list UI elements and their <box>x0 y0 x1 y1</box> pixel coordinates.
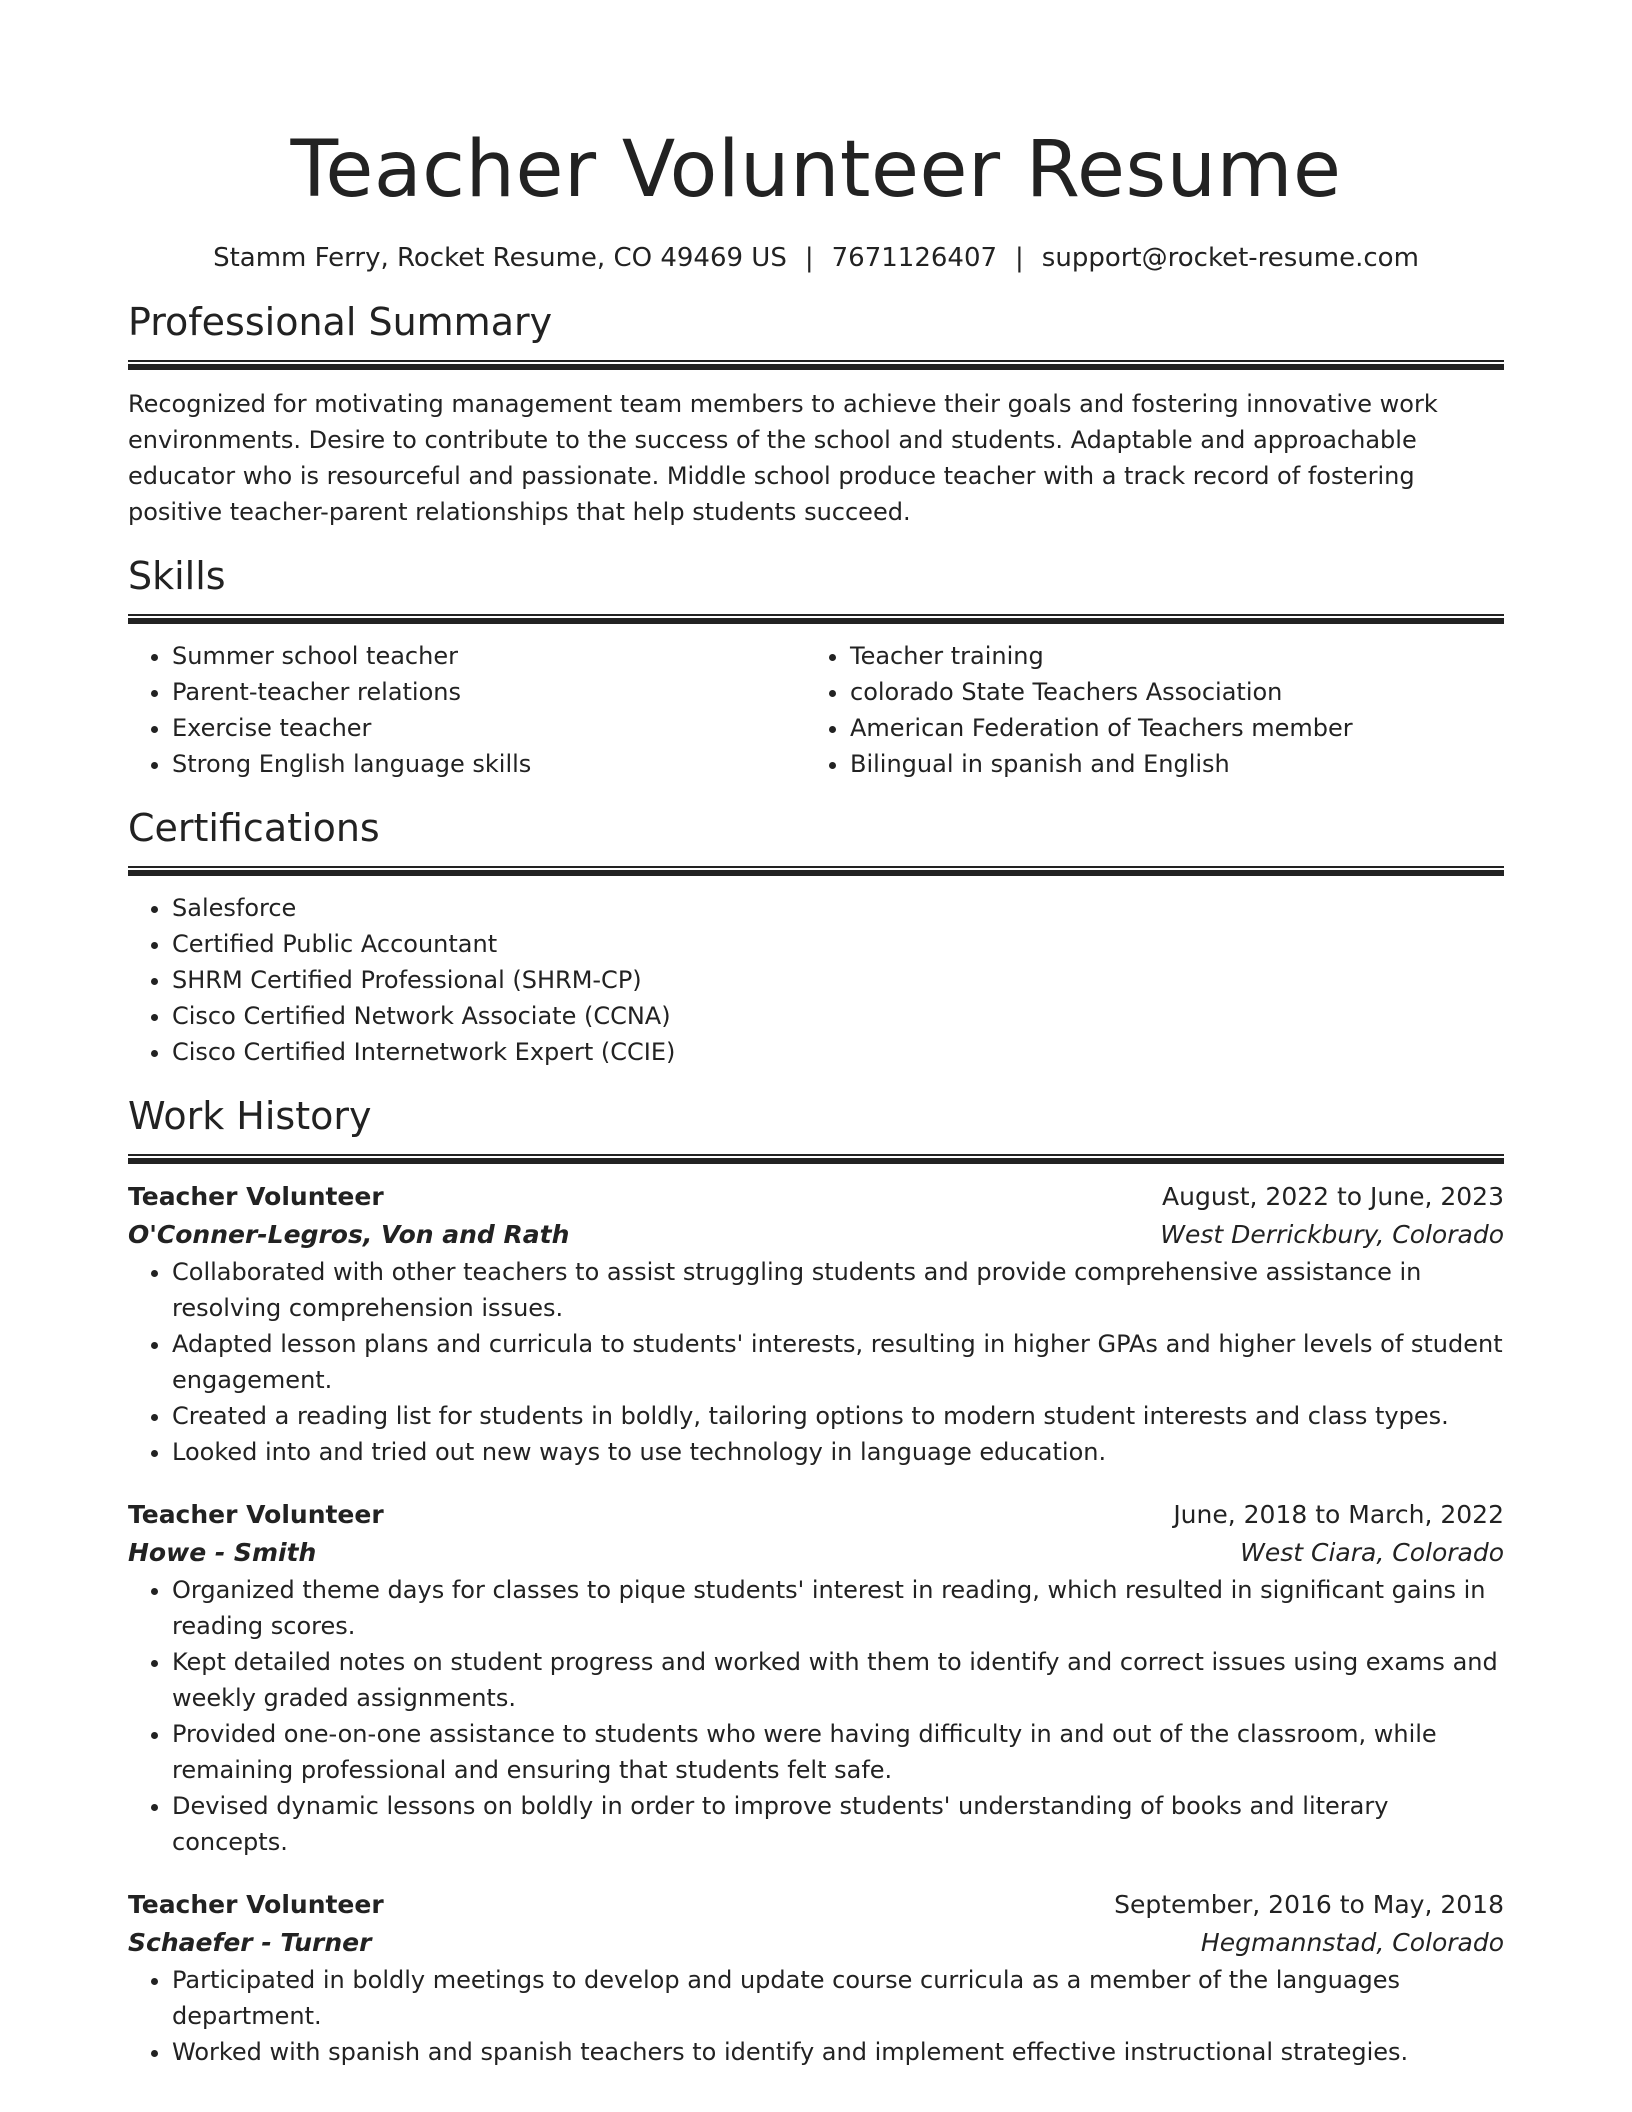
section-divider <box>128 614 1504 624</box>
certification-item: • Cisco Certified Internetwork Expert (CCIE) <box>172 1034 1504 1070</box>
job-bullet: • Devised dynamic lessons on boldly in order to improve students' understanding of books and literary concepts. <box>172 1788 1504 1860</box>
skills-column-right <box>806 638 1484 782</box>
section-title-certifications: Certifications <box>128 806 380 850</box>
skill-item: • Summer school teacher <box>172 638 806 674</box>
job-bullet: • Kept detailed notes on student progress and worked with them to identify and correct issues using exams and weekly graded assignments. <box>172 1644 1504 1716</box>
job-entry <box>128 1886 1504 2070</box>
job-entry <box>128 1496 1504 1860</box>
job-bullet: • Participated in boldly meetings to develop and update course curricula as a member of the languages department. <box>172 1962 1504 2034</box>
job-title: Teacher Volunteer <box>128 1182 384 1211</box>
contact-separator: | <box>1015 243 1024 273</box>
job-bullet: • Provided one-on-one assistance to students who were having difficulty in and out of the classroom, while remaining professional and ensuring that students felt safe. <box>172 1716 1504 1788</box>
certification-item: • SHRM Certified Professional (SHRM-CP) <box>172 962 1504 998</box>
skill-item: • American Federation of Teachers member <box>850 710 1484 746</box>
job-dates: September, 2016 to May, 2018 <box>1114 1890 1504 1919</box>
job-title: Teacher Volunteer <box>128 1500 384 1529</box>
job-location: West Ciara, Colorado <box>1240 1538 1504 1567</box>
job-bullet: • Collaborated with other teachers to assist struggling students and provide comprehensive assistance in resolving comprehension issues. <box>172 1254 1504 1326</box>
skills-grid <box>128 638 1504 782</box>
skills-column-left <box>128 638 806 782</box>
resume-title: Teacher Volunteer Resume <box>290 125 1342 215</box>
summary-section <box>128 298 1504 530</box>
job-bullet: • Organized theme days for classes to pique students' interest in reading, which resulted in significant gains in reading scores. <box>172 1572 1504 1644</box>
job-bullet: • Created a reading list for students in boldly, tailoring options to modern student interests and class types. <box>172 1398 1504 1434</box>
job-bullet: • Looked into and tried out new ways to use technology in language education. <box>172 1434 1504 1470</box>
skill-item: • colorado State Teachers Association <box>850 674 1484 710</box>
contact-address: Stamm Ferry, Rocket Resume, CO 49469 US <box>213 243 787 273</box>
certification-item: • Salesforce <box>172 890 1504 926</box>
contact-phone: 7671126407 <box>831 243 998 273</box>
job-bullets <box>128 1572 1504 1860</box>
job-bullets <box>128 1254 1504 1470</box>
job-bullets <box>128 1962 1504 2070</box>
section-divider <box>128 866 1504 876</box>
certifications-list <box>128 890 1504 1070</box>
resume-page <box>128 0 1504 2070</box>
skill-item: • Teacher training <box>850 638 1484 674</box>
skill-item: • Bilingual in spanish and English <box>850 746 1484 782</box>
section-title-summary: Professional Summary <box>128 300 553 344</box>
work-history-section <box>128 1092 1504 2070</box>
job-location: West Derrickbury, Colorado <box>1160 1220 1504 1249</box>
job-dates: August, 2022 to June, 2023 <box>1162 1182 1504 1211</box>
contact-line <box>128 240 1504 276</box>
job-location: Hegmannstad, Colorado <box>1200 1928 1504 1957</box>
job-company: Howe - Smith <box>128 1538 317 1567</box>
contact-separator: | <box>804 243 814 273</box>
certification-item: • Certified Public Accountant <box>172 926 1504 962</box>
section-title-work-history: Work History <box>128 1094 372 1138</box>
certifications-section <box>128 804 1504 1070</box>
certification-item: • Cisco Certified Network Associate (CCNA) <box>172 998 1504 1034</box>
skills-section <box>128 552 1504 782</box>
job-bullet: • Adapted lesson plans and curricula to students' interests, resulting in higher GPAs and higher levels of student engagement. <box>172 1326 1504 1398</box>
skill-item: • Exercise teacher <box>172 710 806 746</box>
job-entry <box>128 1178 1504 1470</box>
job-company: Schaefer - Turner <box>128 1928 372 1957</box>
job-dates: June, 2018 to March, 2022 <box>1173 1500 1504 1529</box>
summary-text: Recognized for motivating management team members to achieve their goals and fostering innovative work environments. Desire to contribute to the success of the school and students. Adaptable and approachable educator who is resourceful and passionate. Middle school produce teacher with a track record of fostering positive teacher-parent relationships that help students succeed. <box>128 390 1438 526</box>
skill-item: • Parent-teacher relations <box>172 674 806 710</box>
section-title-skills: Skills <box>128 554 226 598</box>
job-bullet: • Worked with spanish and spanish teachers to identify and implement effective instructional strategies. <box>172 2034 1504 2070</box>
section-divider <box>128 360 1504 370</box>
skill-item: • Strong English language skills <box>172 746 806 782</box>
job-company: O'Conner-Legros, Von and Rath <box>128 1220 570 1249</box>
job-title: Teacher Volunteer <box>128 1890 384 1919</box>
contact-email: support@rocket-resume.com <box>1041 243 1419 273</box>
section-divider <box>128 1154 1504 1164</box>
